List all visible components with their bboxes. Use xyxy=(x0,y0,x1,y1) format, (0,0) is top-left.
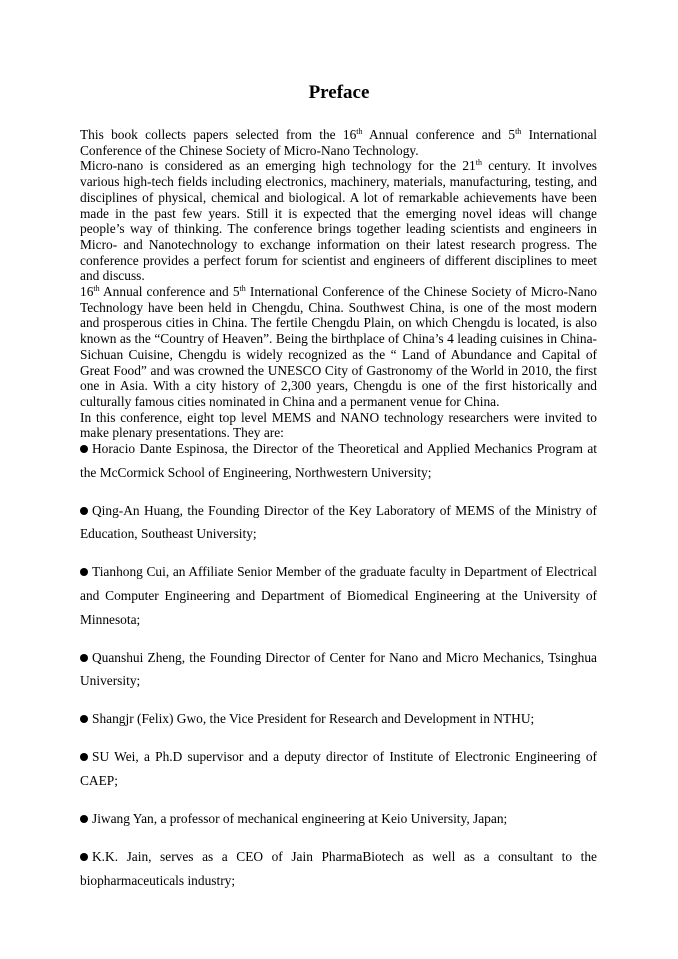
text: This book collects papers selected from the 16 xyxy=(80,127,357,142)
list-item xyxy=(80,646,597,693)
superscript: th xyxy=(239,284,246,294)
superscript: th xyxy=(515,127,522,136)
list-item xyxy=(80,745,597,792)
list-item xyxy=(80,707,597,731)
speaker-text: Tianhong Cui, an Affiliate Senior Member of the graduate faculty in Department of Electrical and Computer Engineering and Department of Biomedical Engineering at the University of Minnesota; xyxy=(80,564,597,627)
paragraph-micro-nano xyxy=(80,158,597,284)
speaker-list xyxy=(80,437,597,907)
speaker-text: Qing-An Huang, the Founding Director of the Key Laboratory of MEMS of the Ministry of Education, Southeast University; xyxy=(80,502,597,542)
text: century. It involves various high-tech fields including electronics, machinery, materials, manufacturing, testing, and disciplines of physical, chemical and biological. A lot of remarkable achievements have been made in the past few years. Still it is expected that the emerging novel ideas will change people’s way of thinking. The conference brings together leading scientists and engineers in Micro- and Nanotechnology to exchange information on their latest research progress. The conference provides a perfect forum for scientist and engineers of different disciplines to meet and discuss. xyxy=(80,158,597,284)
paragraph-chengdu xyxy=(80,284,597,410)
list-item xyxy=(80,499,597,546)
page-title: Preface xyxy=(308,82,370,103)
list-item xyxy=(80,437,597,484)
speaker-text: Shangjr (Felix) Gwo, the Vice President for Research and Development in NTHU; xyxy=(92,711,535,727)
superscript: th xyxy=(356,127,363,136)
list-item xyxy=(80,560,597,631)
list-item xyxy=(80,845,597,892)
list-item xyxy=(80,807,597,831)
speaker-text: Quanshui Zheng, the Founding Director of Center for Nano and Micro Mechanics, Tsinghua University; xyxy=(80,649,597,689)
text: 16 xyxy=(80,284,94,300)
bullet-icon xyxy=(80,715,88,723)
bullet-icon xyxy=(80,568,88,576)
speaker-text: K.K. Jain, serves as a CEO of Jain PharmaBiotech as well as a consultant to the biopharmaceuticals industry; xyxy=(80,849,597,888)
paragraph-intro xyxy=(80,127,597,158)
text: International Conference of the Chinese Society of Micro-Nano Technology have been held in Chengdu, China. Southwest China, is one of the most modern and prosperous cities in China. The fertile Chengdu Plain, on which Chengdu is located, is also known as the “Country of Heaven”. Being the birthplace of China’s 4 leading cuisines in China-Sichuan Cuisine, Chengdu is widely recognized as the “ Land of Abundance and Capital of Great Food” and was crowned the UNESCO City of Gastronomy of the World in 2010, the first one in Asia. With a city history of 2,300 years, Chengdu is one of the first historically and culturally famous cities nominated in China and a permanent venue for China. xyxy=(80,284,597,409)
bullet-icon xyxy=(80,654,88,662)
bullet-icon xyxy=(80,853,88,861)
text: Annual conference and 5 xyxy=(99,284,240,300)
speaker-text: SU Wei, a Ph.D supervisor and a deputy director of Institute of Electronic Engineering of CAEP; xyxy=(80,749,597,789)
text: Micro-nano is considered as an emerging high technology for the 21 xyxy=(80,158,476,174)
paragraph-speakers-intro: In this conference, eight top level MEMS and NANO technology researchers were invited to make plenary presentations. They are: xyxy=(80,409,597,441)
bullet-icon xyxy=(80,445,88,453)
text: Annual conference and 5 xyxy=(362,127,516,142)
bullet-icon xyxy=(80,507,88,515)
speaker-text: Horacio Dante Espinosa, the Director of the Theoretical and Applied Mechanics Program at the McCormick School of Engineering, Northwestern University; xyxy=(80,441,597,480)
preface-body xyxy=(80,127,597,441)
superscript: th xyxy=(475,158,482,168)
superscript: th xyxy=(93,284,100,294)
bullet-icon xyxy=(80,815,88,823)
text: International Conference of the Chinese Society of Micro-Nano Technology. xyxy=(80,127,597,158)
speaker-text: Jiwang Yan, a professor of mechanical engineering at Keio University, Japan; xyxy=(92,811,508,827)
bullet-icon xyxy=(80,753,88,761)
